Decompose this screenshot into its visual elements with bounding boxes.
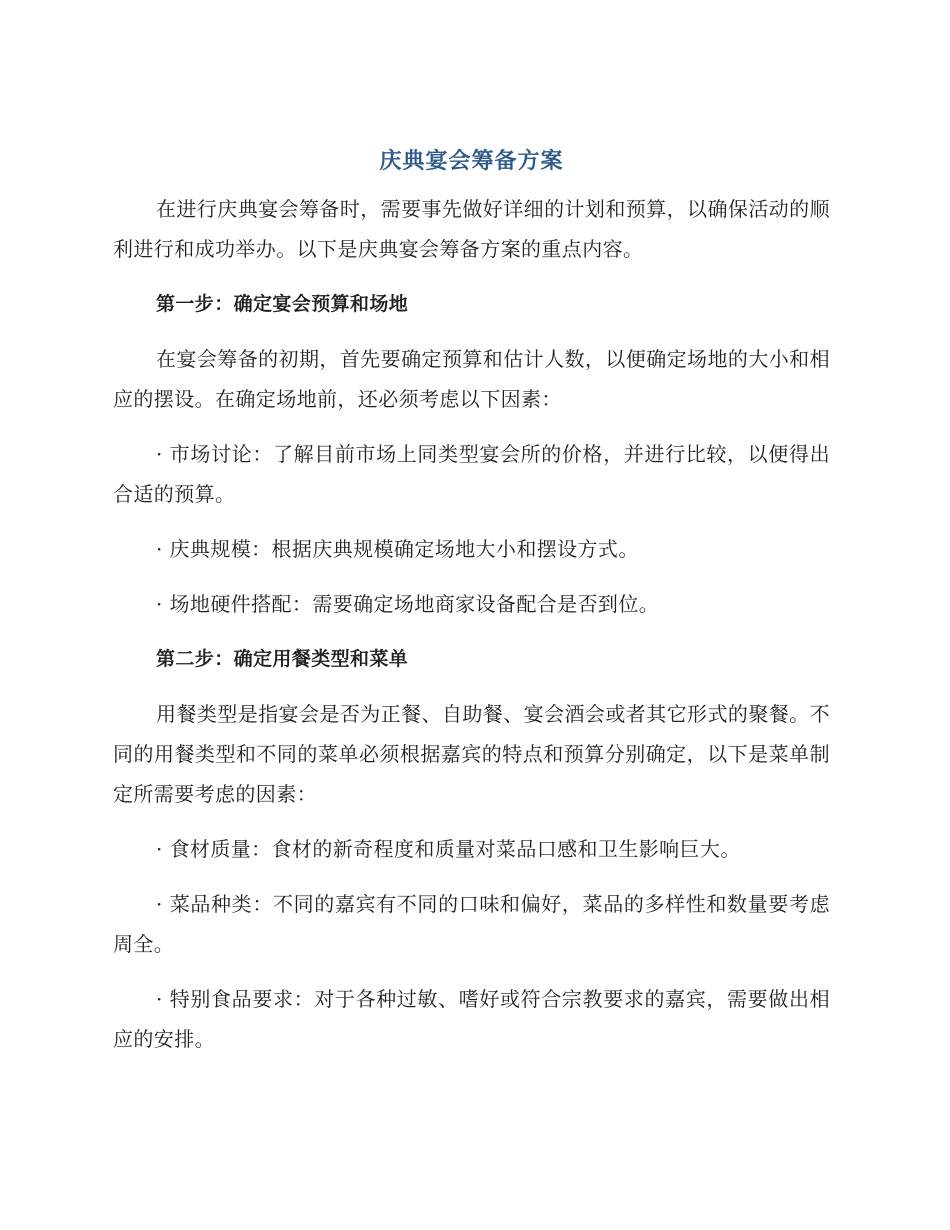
step1-bullet-scale: · 庆典规模：根据庆典规模确定场地大小和摆设方式。 (156, 537, 639, 561)
step1-bullet-hardware: · 场地硬件搭配：需要确定场地商家设备配合是否到位。 (156, 592, 660, 616)
step2-bullet-special-food: · 特别食品要求：对于各种过敏、嗜好或符合宗教要求的嘉宾，需要做出相应的安排。 (113, 987, 830, 1051)
step1-heading: 第一步：确定宴会预算和场地 (156, 293, 409, 315)
step2-body: 用餐类型是指宴会是否为正餐、自助餐、宴会酒会或者其它形式的聚餐。不同的用餐类型和不同的菜单必须根据嘉宾的特点和预算分别确定，以下是菜单制定所需要考虑的因素： (113, 702, 830, 806)
document-title: 庆典宴会筹备方案 (379, 149, 564, 174)
step1-body: 在宴会筹备的初期，首先要确定预算和估计人数，以便确定场地的大小和相应的摆设。在确定场地前，还必须考虑以下因素： (113, 347, 830, 411)
step2-heading: 第二步：确定用餐类型和菜单 (156, 648, 409, 670)
step2-bullet-ingredients: · 食材质量：食材的新奇程度和质量对菜品口感和卫生影响巨大。 (156, 837, 741, 861)
step1-bullet-market: · 市场讨论：了解目前市场上同类型宴会所的价格，并进行比较，以便得出合适的预算。 (113, 442, 830, 506)
intro-paragraph: 在进行庆典宴会筹备时，需要事先做好详细的计划和预算，以确保活动的顺利进行和成功举办。以下是庆典宴会筹备方案的重点内容。 (113, 197, 830, 261)
step2-bullet-dishes: · 菜品种类：不同的嘉宾有不同的口味和偏好，菜品的多样性和数量要考虑周全。 (113, 892, 830, 956)
document-page (113, 146, 830, 1059)
